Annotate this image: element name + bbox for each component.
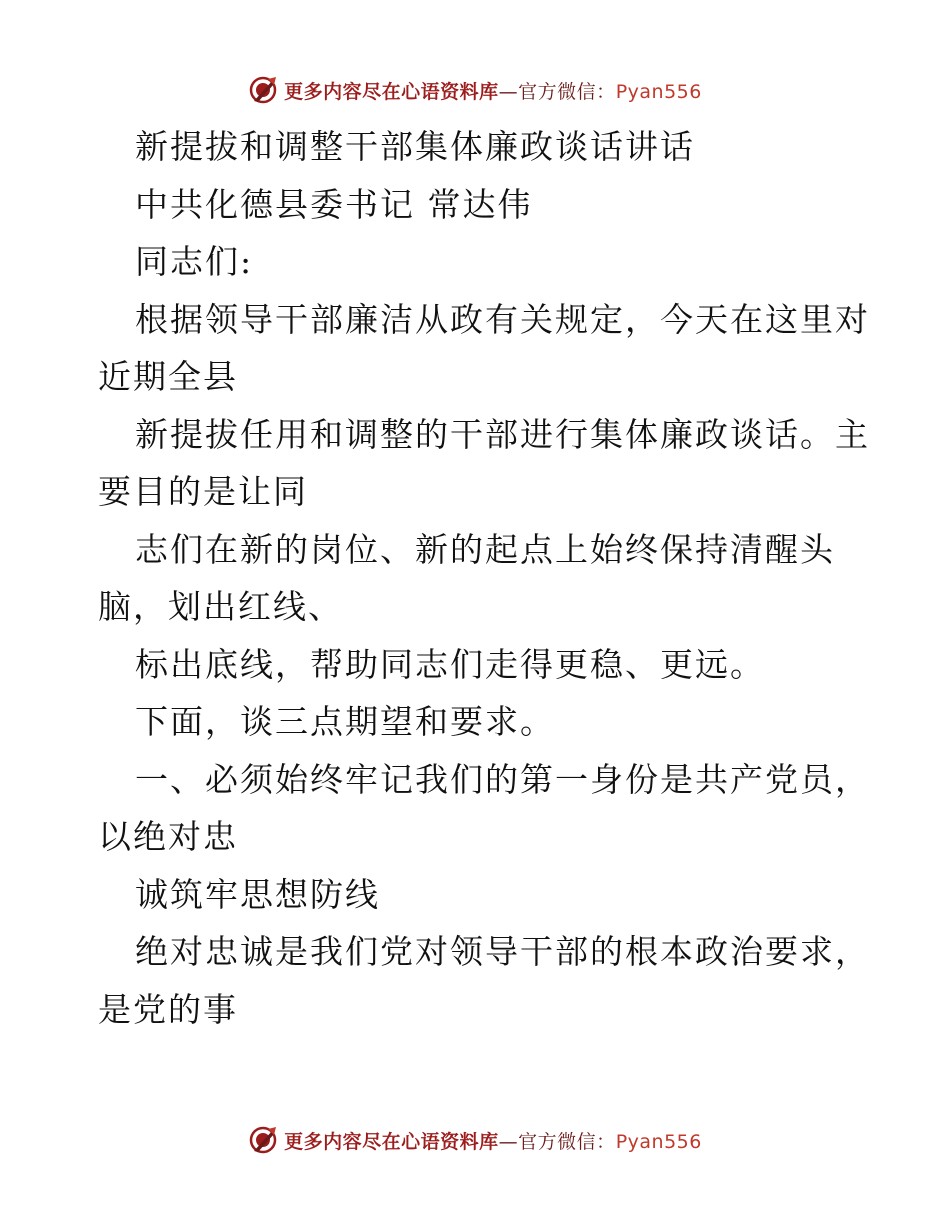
banner-dash: — [498,80,519,103]
doc-line: 诚筑牢思想防线 [135,874,380,914]
doc-line: 新提拔任用和调整的干部进行集体廉政谈话。主 [135,414,870,454]
banner-dash: — [498,1130,519,1153]
doc-section-heading: 一、必须始终牢记我们的第一身份是共产党员， [135,759,870,799]
doc-line: 标出底线，帮助同志们走得更稳、更远。 [135,644,765,684]
banner-bold-part: 更多内容尽在心语资料库 [284,80,499,103]
doc-line: 绝对忠诚是我们党对领导干部的根本政治要求， [135,932,870,971]
doc-line: 是党的事 [98,989,238,1029]
doc-line: 脑，划出红线、 [98,587,343,626]
banner-plain-part: 官方微信： [518,80,616,103]
doc-line: 志们在新的岗位、新的起点上始终保持清醒头 [135,529,835,569]
doc-title: 新提拔和调整干部集体廉政谈话讲话 [135,127,695,166]
doc-author: 中共化德县委书记 常达伟 [135,184,533,224]
banner-handle: Pyan556 [615,1130,702,1153]
document-body [98,118,868,1038]
red-quill-seal-icon [248,1125,278,1155]
header-banner [0,70,950,110]
banner-text [284,1127,702,1154]
doc-line: 根据领导干部廉洁从政有关规定，今天在这里对 [135,299,870,339]
banner-handle: Pyan556 [615,80,702,103]
banner-text [284,77,702,104]
doc-line: 下面，谈三点期望和要求。 [135,702,555,741]
footer-banner [0,1120,950,1160]
doc-line: 近期全县 [98,357,238,396]
doc-section-heading-cont: 以绝对忠 [98,817,238,856]
red-quill-seal-icon [248,75,278,105]
doc-salutation: 同志们: [135,242,254,281]
doc-line: 要目的是让同 [98,472,308,511]
banner-bold-part: 更多内容尽在心语资料库 [284,1130,499,1153]
banner-plain-part: 官方微信： [518,1130,616,1153]
